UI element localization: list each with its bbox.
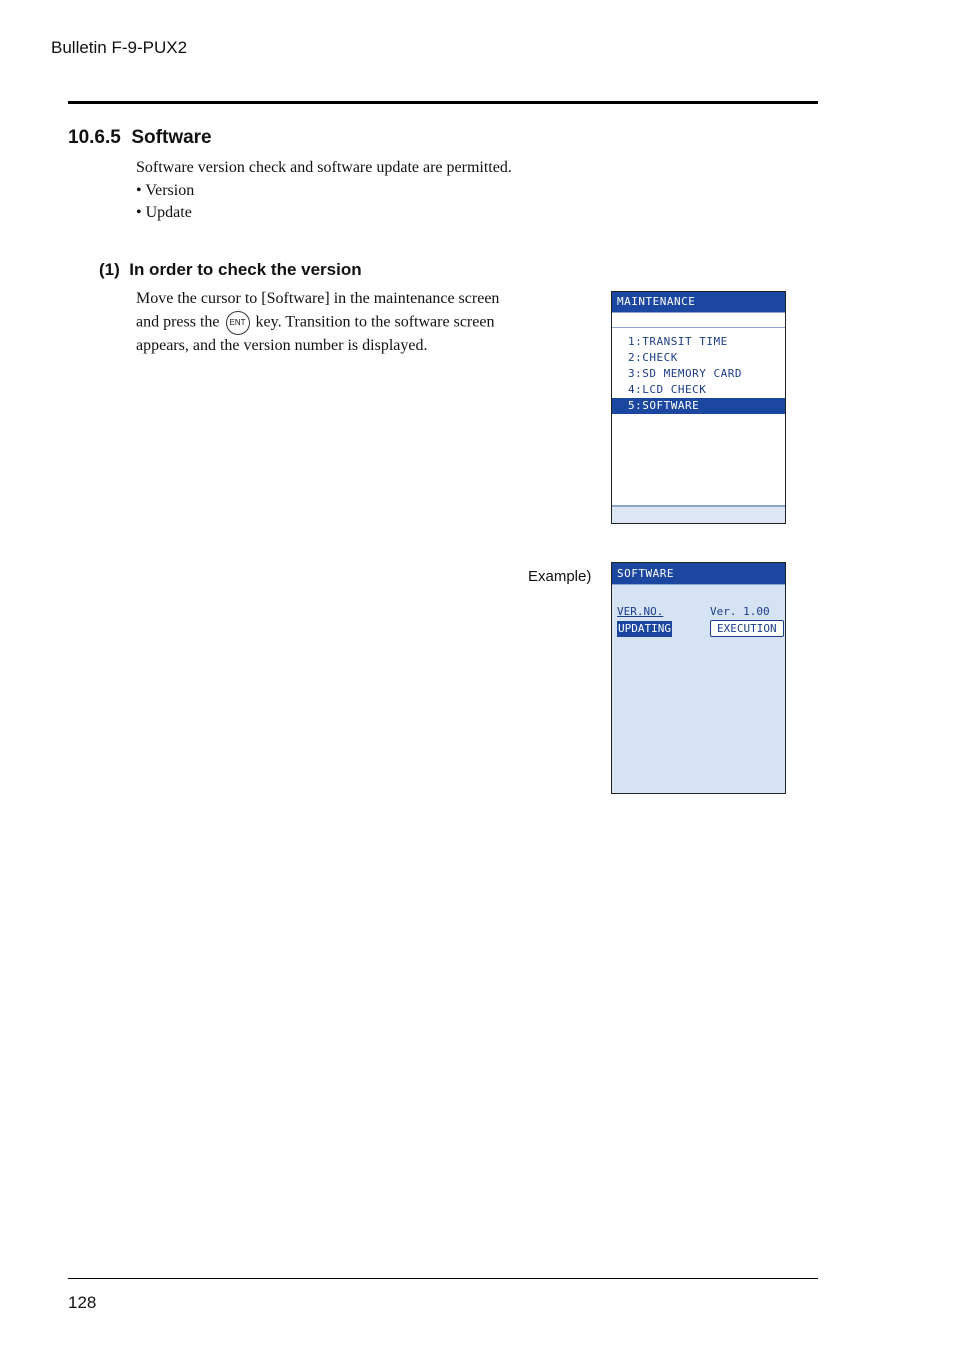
bullet-update: • Update	[136, 204, 192, 221]
version-label: VER.NO.	[617, 605, 664, 618]
menu-item-transit-time[interactable]: 1:TRANSIT TIME	[628, 335, 728, 348]
software-screen-title: SOFTWARE	[612, 563, 785, 585]
header-rule	[68, 101, 818, 104]
maintenance-screen-footer	[612, 505, 785, 523]
maintenance-menu	[612, 334, 785, 414]
subsection-body	[136, 288, 556, 357]
updating-label[interactable]: UPDATING	[618, 622, 671, 635]
maintenance-screen-band	[612, 313, 785, 328]
body-line-3: appears, and the version number is displayed.	[136, 336, 428, 354]
subsection-title: (1) In order to check the version	[99, 260, 362, 279]
section-intro	[136, 157, 512, 225]
menu-item-software[interactable]: 5:SOFTWARE	[612, 398, 785, 414]
footer-rule	[68, 1278, 818, 1279]
ent-key-icon: ENT	[226, 311, 250, 335]
body-line-2	[136, 311, 556, 335]
bullet-version: • Version	[136, 181, 195, 199]
body-line-2-end: key. Transition to the software screen	[255, 313, 495, 331]
body-line-1: Move the cursor to [Software] in the maintenance screen	[136, 290, 500, 307]
maintenance-screen	[611, 291, 786, 524]
body-line-2-start: and press the	[136, 313, 220, 331]
intro-text: Software version check and software update are permitted.	[136, 159, 512, 176]
section-title: 10.6.5 Software	[68, 127, 212, 148]
bulletin-id: Bulletin F-9-PUX2	[51, 38, 188, 57]
updating-row	[617, 621, 780, 637]
software-screen	[611, 562, 786, 794]
example-label: Example)	[528, 568, 592, 585]
version-row	[617, 604, 780, 620]
version-value: Ver. 1.00	[710, 605, 770, 618]
execution-button[interactable]: EXECUTION	[710, 620, 784, 637]
page-number: 128	[68, 1293, 97, 1312]
maintenance-screen-title: MAINTENANCE	[612, 292, 785, 313]
menu-item-check[interactable]: 2:CHECK	[628, 351, 678, 364]
menu-item-lcd-check[interactable]: 4:LCD CHECK	[628, 383, 707, 396]
menu-item-sd-memory-card[interactable]: 3:SD MEMORY CARD	[628, 367, 742, 380]
